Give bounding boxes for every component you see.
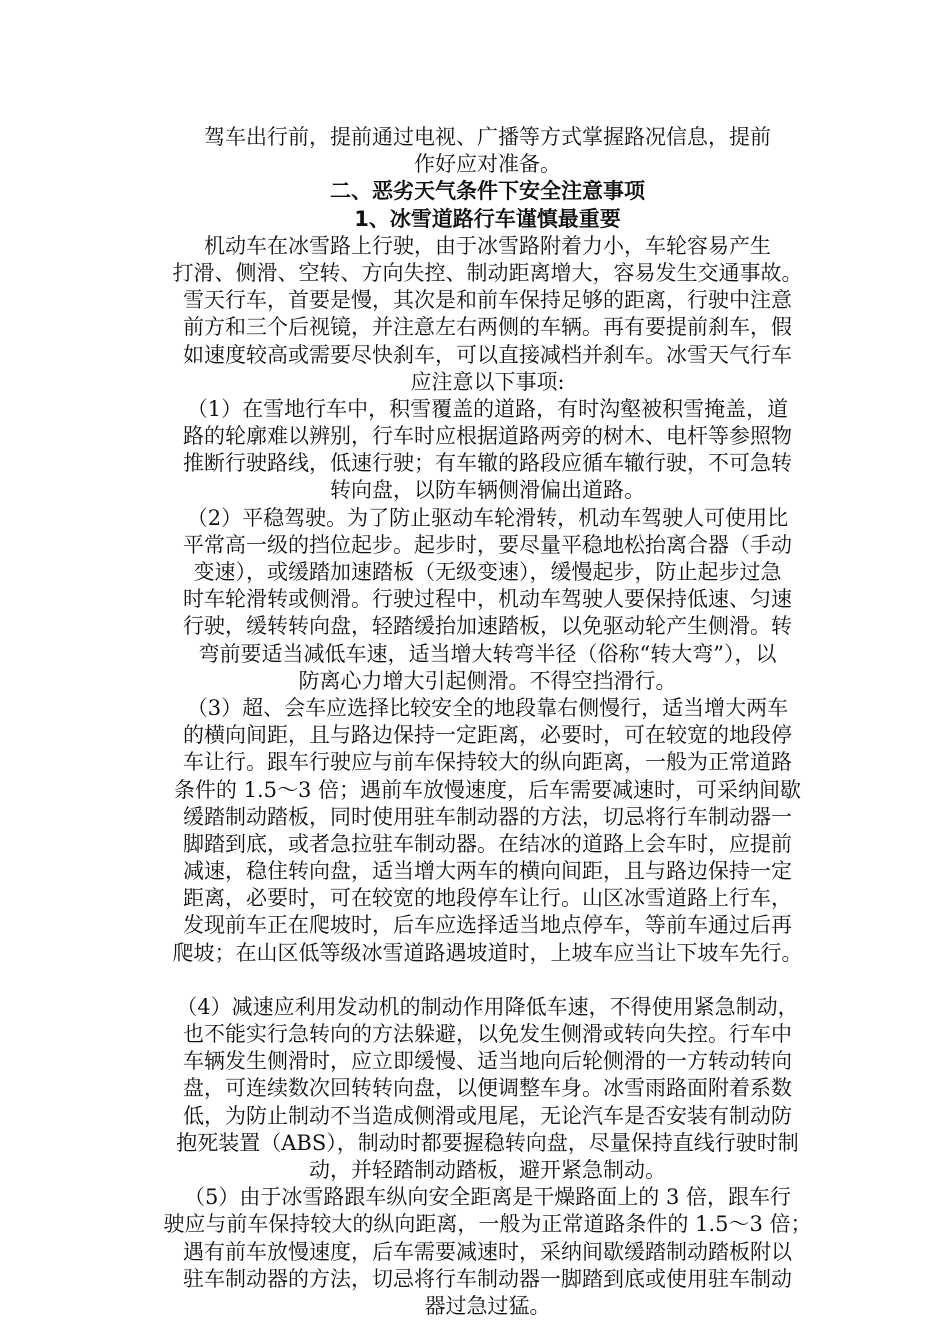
text-line: 条件的 1.5～3 倍；遇前车放慢速度，后车需要减速时，可采纳间歇 bbox=[173, 777, 802, 802]
text-line: 平常高一级的挡位起步。起步时，要尽量平稳地松抬离合器（手动 bbox=[183, 532, 792, 557]
text-line: 前方和三个后视镜，并注意左右两侧的车辆。再有要提前刹车，假 bbox=[183, 315, 792, 340]
item-5-paragraph bbox=[150, 1184, 825, 1320]
text-line: （1）在雪地行车中，积雪覆盖的道路，有时沟壑被积雪掩盖，道 bbox=[186, 396, 789, 421]
text-line: 低，为防止制动不当造成侧滑或甩尾，无论汽车是否安装有制动防 bbox=[183, 1103, 792, 1128]
text-line: （5）由于冰雪路跟车纵向安全距离是干燥路面上的 3 倍，跟车行 bbox=[183, 1185, 792, 1210]
text-line: 弯前要适当减低车速，适当增大转弯半径（俗称“转大弯”），以 bbox=[198, 641, 777, 666]
text-line: 变速），或缓踏加速踏板（无级变速），缓慢起步，防止起步过急 bbox=[193, 560, 782, 584]
text-line: 动，并轻踏制动踏板，避开紧急制动。 bbox=[309, 1157, 666, 1182]
item-1-paragraph bbox=[150, 396, 825, 505]
text-line: 路的轮廓难以辨别，行车时应根据道路两旁的树木、电杆等参照物 bbox=[183, 424, 792, 449]
text-line: 脚踏到底，或者急拉驻车制动器。在结冰的道路上会车时，应提前 bbox=[183, 831, 792, 856]
item-3-paragraph bbox=[150, 695, 825, 967]
text-line: 发现前车正在爬坡时，后车应选择适当地点停车，等前车通过后再 bbox=[183, 913, 792, 938]
text-line: 车让行。跟车行驶应与前车保持较大的纵向距离，一般为正常道路 bbox=[183, 750, 792, 775]
text-line: 爬坡；在山区低等级冰雪道路遇坡道时，上坡车应当让下坡车先行。 bbox=[172, 940, 803, 965]
text-line: 驾车出行前，提前通过电视、广播等方式掌握路况信息，提前 bbox=[204, 125, 771, 149]
text-line: 缓踏制动踏板，同时使用驻车制动器的方法，切忌将行车制动器一 bbox=[183, 804, 792, 829]
text-line: 也不能实行急转向的方法躲避，以免发生侧滑或转向失控。行车中 bbox=[183, 1022, 792, 1046]
text-line: （2）平稳驾驶。为了防止驱动车轮滑转，机动车驾驶人可使用比 bbox=[186, 505, 789, 530]
text-line: 车辆发生侧滑时，应立即缓慢、适当地向后轮侧滑的一方转动转向 bbox=[183, 1049, 792, 1074]
text-line: 盘，可连续数次回转转向盘，以便调整车身。冰雪雨路面附着系数 bbox=[183, 1076, 792, 1101]
intro-paragraph bbox=[150, 124, 825, 178]
text-line: 推断行驶路线，低速行驶；有车辙的路段应循车辙行驶，不可急转 bbox=[183, 451, 792, 476]
main-paragraph bbox=[150, 233, 825, 396]
text-line: 机动车在冰雪路上行驶，由于冰雪路附着力小，车轮容易产生 bbox=[204, 233, 771, 258]
blank-line bbox=[150, 967, 825, 994]
text-line: 行驶，缓转转向盘，轻踏缓抬加速踏板，以免驱动轮产生侧滑。转 bbox=[183, 614, 792, 639]
text-line: 驶应与前车保持较大的纵向距离，一般为正常道路条件的 1.5～3 倍； bbox=[163, 1212, 812, 1237]
text-line: 如速度较高或需要尽快刹车，可以直接减档并刹车。冰雪天气行车 bbox=[183, 342, 792, 367]
text-line: 减速，稳住转向盘，适当增大两车的横向间距，且与路边保持一定 bbox=[183, 859, 792, 884]
text-line: 抱死装置（ABS），制动时都要握稳转向盘，尽量保持直线行驶时制 bbox=[176, 1130, 799, 1155]
text-line: 时车轮滑转或侧滑。行驶过程中，机动车驾驶人要保持低速、匀速 bbox=[183, 587, 792, 612]
text-line: 转向盘，以防车辆侧滑偏出道路。 bbox=[330, 478, 645, 503]
text-line: 防离心力增大引起侧滑。不得空挡滑行。 bbox=[298, 668, 677, 693]
text-line: 距离，必要时，可在较宽的地段停车让行。山区冰雪道路上行车， bbox=[183, 886, 792, 911]
text-line: 打滑、侧滑、空转、方向失控、制动距离增大，容易发生交通事故。 bbox=[172, 260, 803, 285]
text-line: 作好应对准备。 bbox=[414, 152, 561, 177]
text-line: 驻车制动器的方法，切忌将行车制动器一脚踏到底或使用驻车制动 bbox=[183, 1266, 792, 1291]
section-heading: 二、恶劣天气条件下安全注意事项 bbox=[330, 179, 645, 204]
document-body bbox=[150, 124, 825, 1320]
text-line: 应注意以下事项: bbox=[410, 369, 565, 394]
text-line: （4）减速应利用发动机的制动作用降低车速，不得使用紧急制动， bbox=[176, 994, 799, 1019]
text-line: 遇有前车放慢速度，后车需要减速时，采纳间歇缓踏制动踏板附以 bbox=[183, 1239, 792, 1264]
item-4-paragraph bbox=[150, 994, 825, 1184]
text-line: 器过急过猛。 bbox=[424, 1293, 551, 1318]
text-line: 雪天行车，首要是慢，其次是和前车保持足够的距离，行驶中注意 bbox=[183, 288, 792, 313]
text-line: 的横向间距，且与路边保持一定距离，必要时，可在较宽的地段停 bbox=[183, 723, 792, 748]
subsection-heading: 1、冰雪道路行车谨慎最重要 bbox=[354, 206, 621, 231]
text-line: （3）超、会车应选择比较安全的地段靠右侧慢行，适当增大两车 bbox=[186, 695, 789, 720]
item-2-paragraph bbox=[150, 505, 825, 695]
